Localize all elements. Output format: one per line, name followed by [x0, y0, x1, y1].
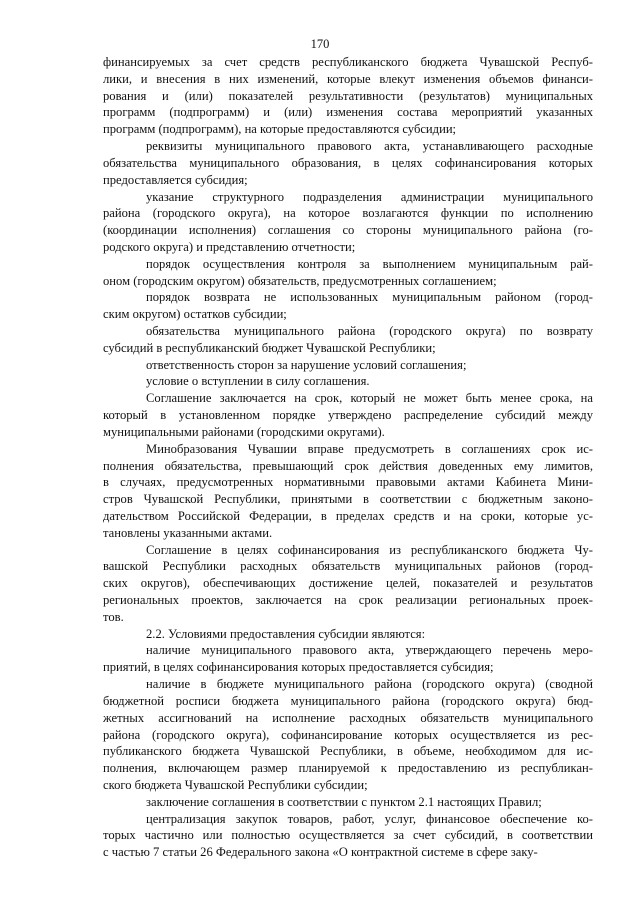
text-line: субсидий в республиканский бюджет Чувашской Республики; — [103, 340, 436, 355]
text-line: обязательства муниципального образования, в целях софинансирования которых — [103, 155, 593, 170]
text-line: стров Чувашской Республики, принятыми в соответствии с бюджетным законо- — [103, 492, 593, 507]
text-line: порядок осуществления контроля за выполнением муниципальным рай- — [146, 256, 593, 271]
paragraph — [103, 390, 593, 440]
text-line: обязательства муниципального района (городского округа) по возврату — [146, 324, 593, 338]
text-line: оном (городским округом) обязательств, предусмотренных соглашением; — [103, 273, 497, 288]
text-line: муниципальными районами (городскими округами). — [103, 424, 385, 439]
text-line: (координации исполнения) соглашения со стороны муниципального района (го- — [103, 223, 593, 238]
text-line: полнения, включающем размер планируемой к предоставлению из республикан- — [103, 761, 593, 776]
text-line: порядок возврата не использованных муниципальным районом (город- — [146, 290, 593, 305]
text-line: условие о вступлении в силу соглашения. — [146, 374, 370, 389]
text-line: Соглашение в целях софинансирования из республиканского бюджета Чу- — [146, 542, 593, 557]
text-line: приятий, в целях софинансирования которых предоставляется субсидия; — [103, 660, 494, 675]
text-line: торых частично или полностью осуществляется за счет субсидий, в соответствии — [103, 828, 593, 843]
text-line: Минобразования Чувашии вправе предусмотреть в соглашениях срок ис- — [146, 441, 593, 456]
paragraph — [103, 626, 593, 643]
text-line: ских округов), обеспечивающих достижение целей, показателей и результатов — [103, 576, 593, 591]
text-line: дательством Российской Федерации, в пределах средств и на сроки, которые ус- — [103, 508, 593, 523]
text-line: в случаях, предусмотренных нормативными правовыми актами Кабинета Мини- — [103, 475, 593, 490]
text-line: вашской Республики расходных обязательств муниципальных районов (город- — [103, 559, 593, 574]
text-line: предоставляется субсидия; — [103, 172, 248, 187]
text-line: с частью 7 статьи 26 Федерального закона «О контрактной системе в сфере заку- — [103, 845, 538, 860]
text-line: ответственность сторон за нарушение условий соглашения; — [146, 357, 467, 372]
paragraph — [103, 289, 593, 323]
text-line: тов. — [103, 609, 124, 624]
text-line: ского бюджета Чувашской Республики субсидии; — [103, 777, 368, 792]
text-line: наличие муниципального правового акта, утверждающего перечень меро- — [146, 643, 593, 658]
paragraph — [103, 54, 593, 138]
text-line: лики, и внесения в них изменений, которые влекут изменения объемов финанси- — [103, 71, 593, 86]
text-line: региональных проектов, заключается на срок реализации региональных проек- — [103, 593, 593, 607]
text-line: 2.2. Условиями предоставления субсидии являются: — [146, 626, 426, 641]
text-line: тановлены указанными актами. — [103, 525, 273, 540]
text-line: реквизиты муниципального правового акта, устанавливающего расходные — [146, 139, 593, 154]
paragraph — [103, 642, 593, 676]
paragraph — [103, 357, 593, 374]
page-number: 170 — [310, 37, 330, 51]
text-line: рования и (или) показателей результативности (результатов) муниципальных — [103, 88, 593, 103]
text-line: Соглашение заключается на срок, который не может быть менее срока, на — [146, 391, 593, 406]
paragraph — [103, 542, 593, 626]
text-line: который в установленном порядке утверждено распределение субсидий между — [103, 408, 593, 423]
paragraph — [103, 323, 593, 357]
paragraph — [103, 811, 593, 861]
text-line: публиканского бюджета Чувашской Республики, в объеме, необходимом для ис- — [103, 744, 593, 759]
paragraph — [103, 373, 593, 390]
text-line: полнения обязательства, превышающий срок действия доведенных ему лимитов, — [103, 458, 593, 473]
paragraph — [103, 676, 593, 794]
text-line: жетных ассигнований на исполнение расходных обязательств муниципального — [103, 710, 593, 725]
text-line: родского округа) и представлению отчетности; — [103, 239, 356, 254]
paragraph — [103, 138, 593, 188]
paragraph — [103, 794, 593, 811]
text-line: программ (подпрограмм), на которые предоставляются субсидии; — [103, 122, 457, 137]
text-line: ским округом) остатков субсидии; — [103, 307, 287, 322]
paragraph — [103, 189, 593, 256]
text-line: централизация закупок товаров, работ, услуг, финансовое обеспечение ко- — [146, 811, 593, 826]
text-line: заключение соглашения в соответствии с пунктом 2.1 настоящих Правил; — [146, 794, 542, 809]
body-text — [103, 54, 593, 861]
paragraph — [103, 441, 593, 542]
text-line: финансируемых за счет средств республиканского бюджета Чувашской Респуб- — [103, 55, 593, 69]
text-line: программ (подпрограмм) и (или) изменения состава мероприятий указанных — [103, 105, 593, 120]
text-line: района (городского округа), софинансирование которых осуществляется из рес- — [103, 727, 593, 742]
paragraph — [103, 256, 593, 290]
text-line: указание структурного подразделения администрации муниципального — [146, 189, 593, 204]
text-line: наличие в бюджете муниципального района (городского округа) (сводной — [146, 677, 593, 692]
text-line: бюджетной росписи бюджета муниципального района (городского округа) бюд- — [103, 693, 593, 708]
text-line: района (городского округа), на которое возлагаются функции по исполнению — [103, 206, 593, 221]
